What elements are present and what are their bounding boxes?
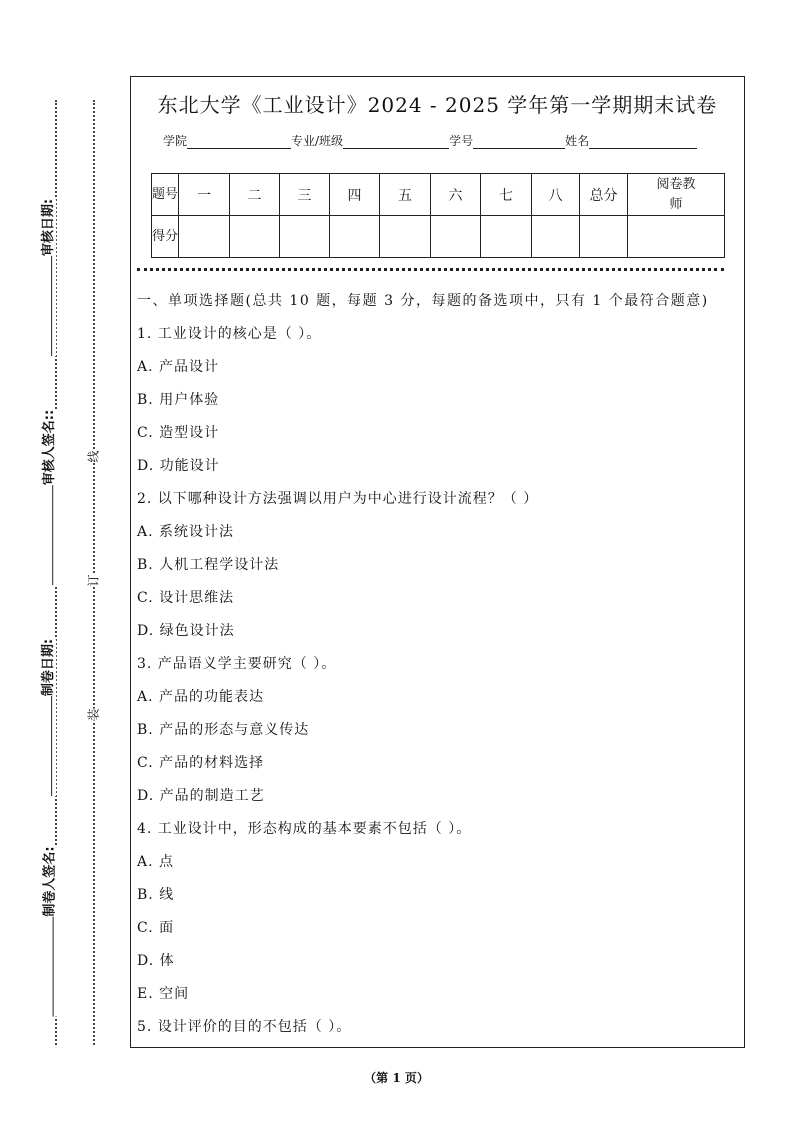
question-stem: 2. 以下哪种设计方法强调以用户为中心进行设计流程？（ ） [137, 491, 539, 507]
answer-option: A. 产品设计 [137, 359, 220, 375]
binding-mark-order: 订 [86, 574, 101, 587]
answer-option: E. 空间 [137, 986, 190, 1002]
answer-option: C. 面 [137, 920, 175, 936]
question-list [137, 291, 737, 1050]
exam-frame [130, 76, 745, 1048]
make-date-label: 制卷日期: [37, 639, 56, 796]
major-label: 专业/班级 [291, 134, 344, 148]
answer-option: D. 产品的制造工艺 [137, 788, 265, 804]
page-number: （第 1 页） [364, 1071, 429, 1085]
binding-mark-bind: 装 [86, 708, 101, 721]
question-stem: 5. 设计评价的目的不包括（ ）。 [137, 1019, 352, 1035]
header-cell: 八 [532, 174, 580, 216]
score-cell-total[interactable] [580, 216, 628, 258]
name-label: 姓名 [565, 134, 590, 148]
score-table-score-row [152, 216, 725, 258]
score-cell[interactable] [280, 216, 330, 258]
college-field[interactable] [187, 136, 291, 149]
section-divider [137, 268, 724, 271]
section-heading: 一、单项选择题(总共 10 题，每题 3 分，每题的备选项中，只有 1 个最符合题意) [137, 293, 709, 309]
answer-option: D. 绿色设计法 [137, 623, 235, 639]
reviewer-sign-label: 审核人签名:: [38, 410, 57, 585]
answer-option: B. 人机工程学设计法 [137, 557, 280, 573]
header-cell: 四 [330, 174, 380, 216]
answer-option: A. 点 [137, 854, 175, 870]
header-cell-grader: 阅卷教师 [628, 174, 725, 216]
answer-option: B. 线 [137, 887, 175, 903]
question-stem: 1. 工业设计的核心是（ ）。 [137, 326, 322, 342]
score-table [151, 173, 725, 258]
college-label: 学院 [163, 134, 188, 148]
score-cell[interactable] [179, 216, 230, 258]
answer-option: A. 系统设计法 [137, 524, 235, 540]
answer-option: B. 用户体验 [137, 392, 220, 408]
score-cell[interactable] [532, 216, 580, 258]
score-cell[interactable] [431, 216, 481, 258]
header-cell: 七 [481, 174, 532, 216]
binding-dotted-line-right [93, 100, 95, 1045]
header-cell: 二 [230, 174, 280, 216]
exam-title: 东北大学《工业设计》2024 - 2025 学年第一学期期末试卷 [157, 93, 718, 117]
answer-option: B. 产品的形态与意义传达 [137, 722, 310, 738]
maker-sign-label: 制卷人签名: [39, 846, 58, 1016]
major-field[interactable] [343, 136, 449, 149]
header-cell: 五 [380, 174, 431, 216]
answer-option: C. 造型设计 [137, 425, 220, 441]
question-stem: 3. 产品语义学主要研究（ ）。 [137, 656, 337, 672]
header-cell-total: 总分 [580, 174, 628, 216]
score-cell[interactable] [330, 216, 380, 258]
header-cell: 三 [280, 174, 330, 216]
review-date-label: 审核日期: [37, 199, 56, 356]
score-cell[interactable] [380, 216, 431, 258]
answer-option: C. 产品的材料选择 [137, 755, 265, 771]
row-label-question-no: 题号 [152, 174, 179, 216]
name-field[interactable] [589, 136, 697, 149]
question-stem: 4. 工业设计中，形态构成的基本要素不包括（ ）。 [137, 821, 472, 837]
header-cell: 六 [431, 174, 481, 216]
row-label-score: 得分 [152, 216, 179, 258]
score-cell[interactable] [230, 216, 280, 258]
student-info-row [163, 132, 697, 149]
grader-cell[interactable] [628, 216, 725, 258]
answer-option: C. 设计思维法 [137, 590, 235, 606]
answer-option: D. 体 [137, 953, 175, 969]
student-id-field[interactable] [473, 136, 565, 149]
answer-option: A. 产品的功能表达 [137, 689, 265, 705]
score-table-header-row [152, 174, 725, 216]
answer-option: D. 功能设计 [137, 458, 220, 474]
binding-mark-line: 线 [86, 450, 101, 463]
header-cell: 一 [179, 174, 230, 216]
id-label: 学号 [449, 134, 474, 148]
score-cell[interactable] [481, 216, 532, 258]
